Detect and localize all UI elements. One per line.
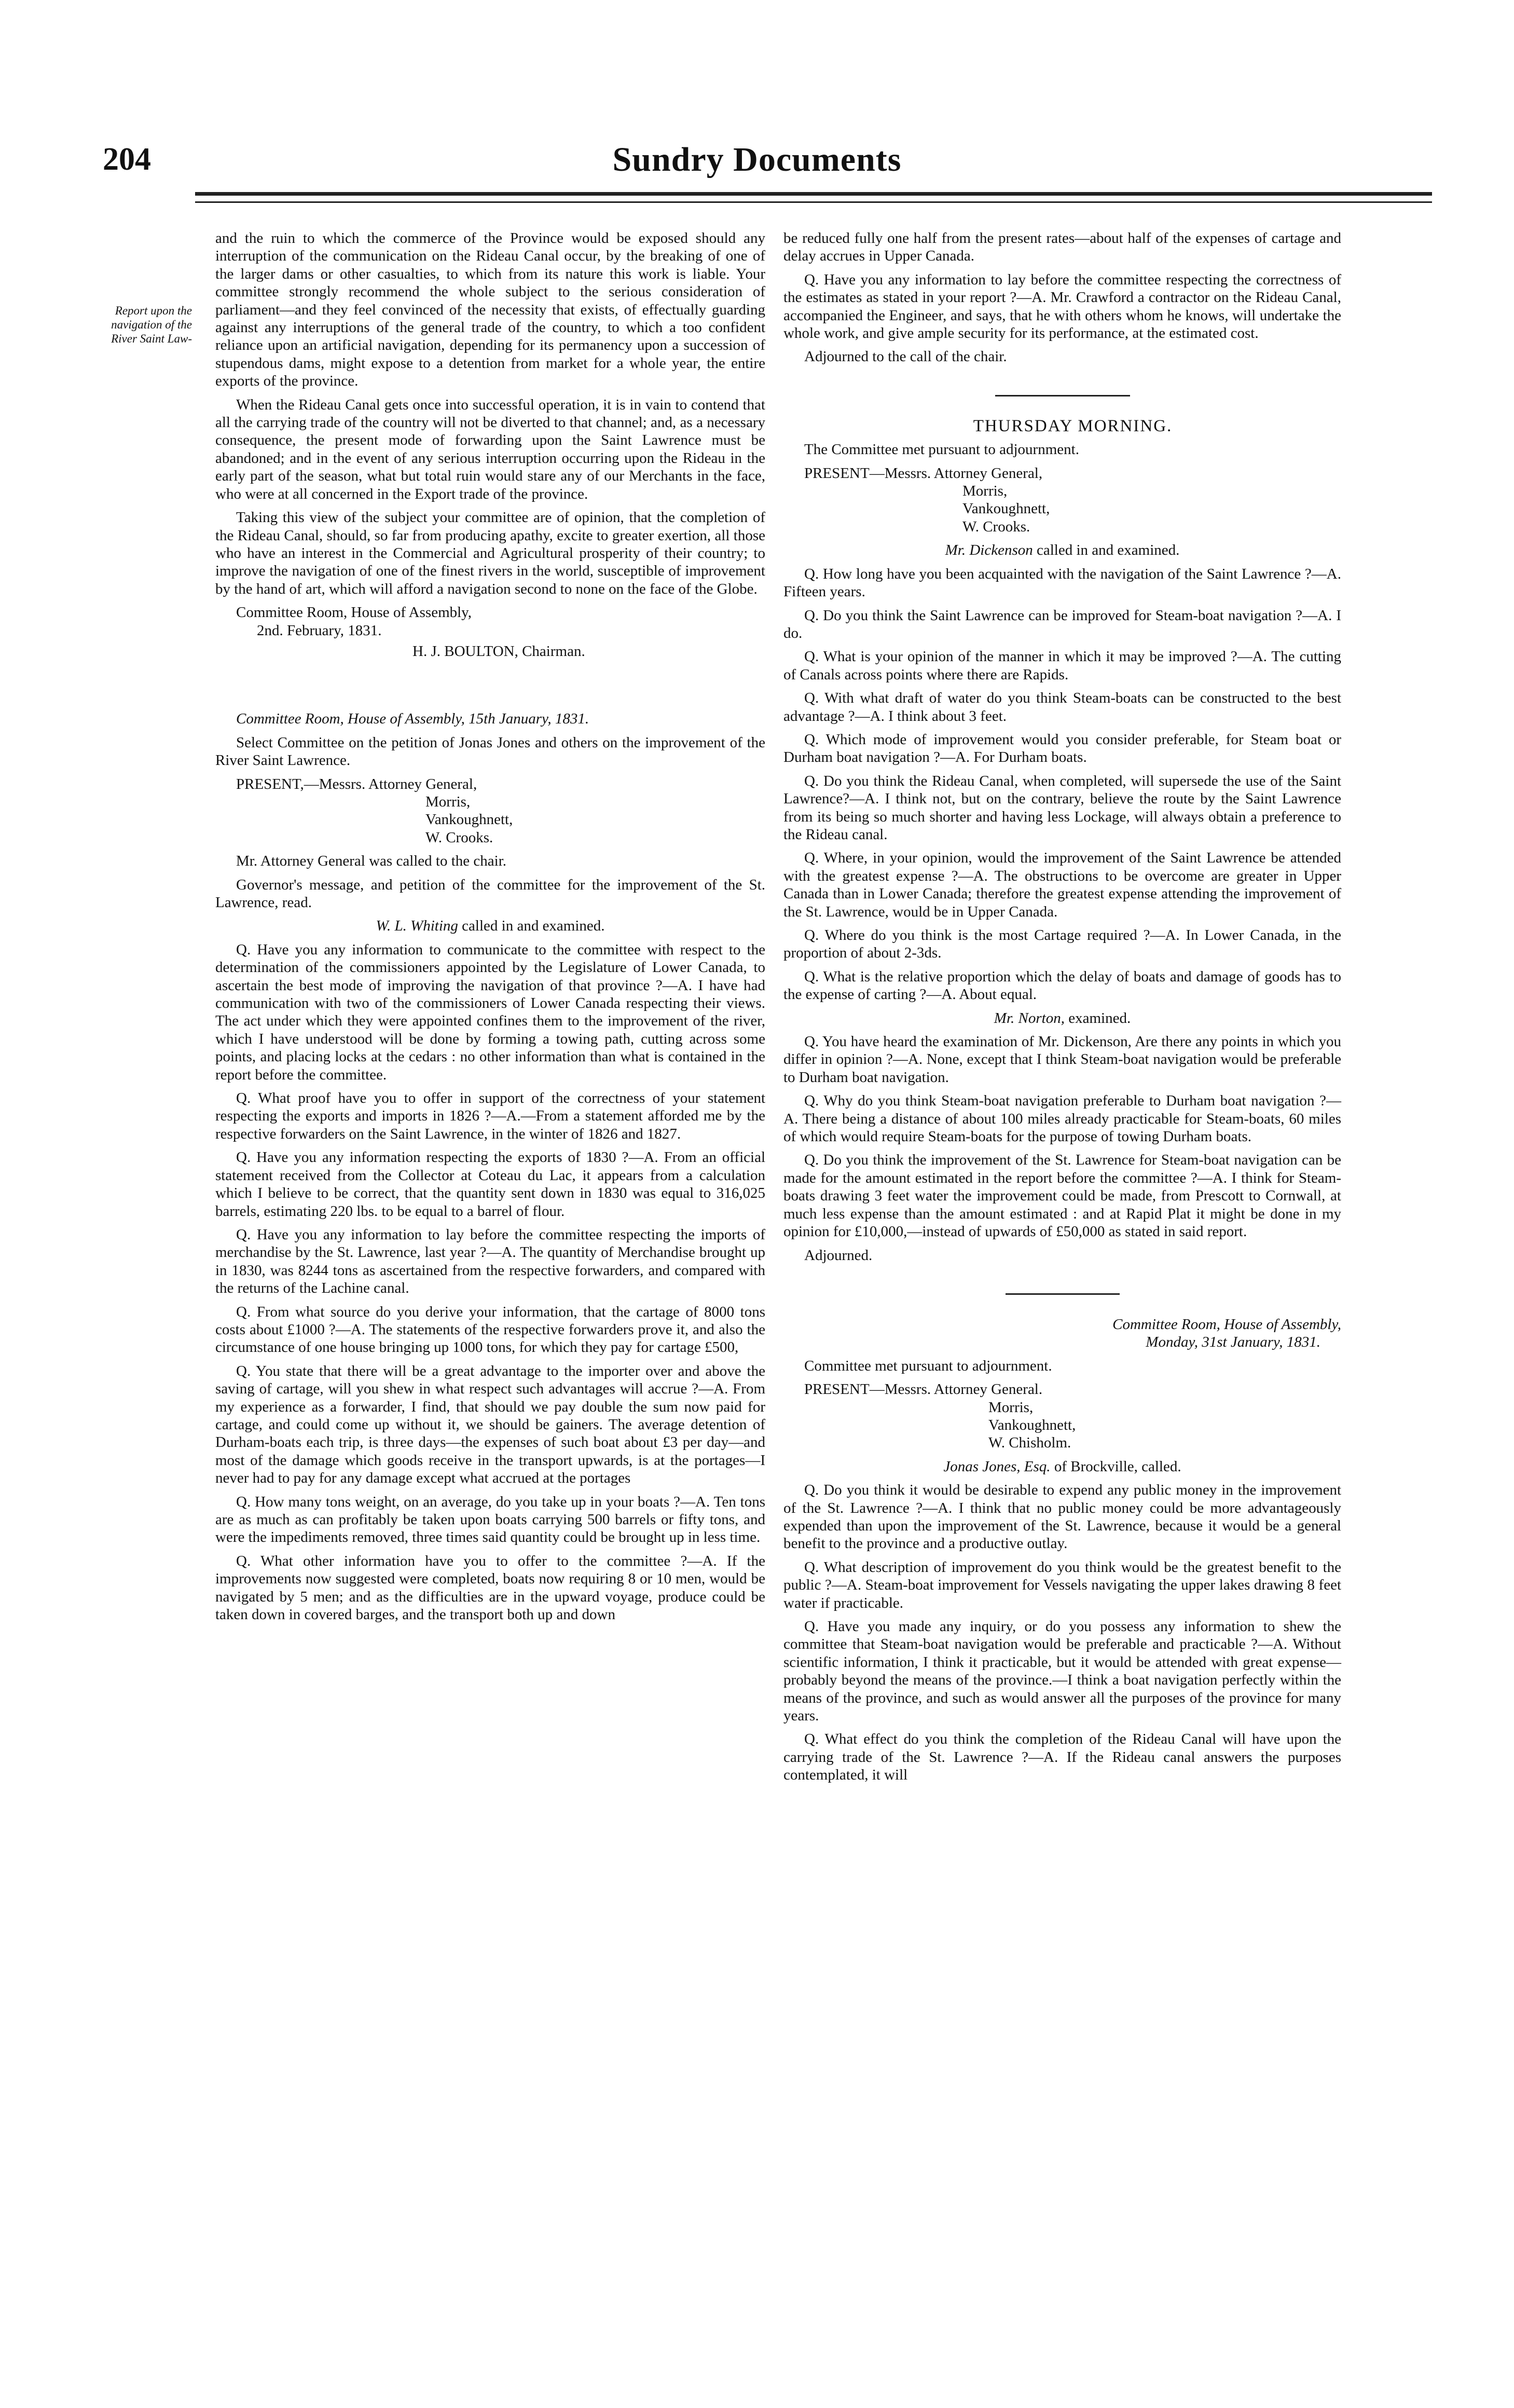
paragraph: Committee met pursuant to adjournment.	[804, 1357, 1052, 1374]
paragraph: Select Committee on the petition of Jonas Jones and others on the improvement of the River Saint Lawrence.	[215, 734, 765, 769]
witness-name: W. L. Whiting	[376, 918, 458, 935]
present-label: PRESENT	[804, 1381, 870, 1398]
paragraph: be reduced fully one half from the present rates—about half of the expenses of cartage and delay accrues in Upper Canada.	[783, 230, 1341, 265]
question: Q. What other information have you to offer to the committee ?—A. If the improvements now suggested were completed, boats now requiring 8 or 10 men, would be navigated by 5 men; and as the difficulties are in the upward voyage, produce could be taken down in covered barges, and the transport both up and down	[215, 1552, 765, 1623]
paragraph: Governor's message, and petition of the committee for the improvement of the St. Lawrence, read.	[215, 876, 765, 911]
question: Q. Have you any information to lay before the committee respecting the correctness of the estimates as stated in your report ?—A. Mr. Crawford a contractor on the Rideau Canal, accompanied the Engineer, and says, that he with others whom he knows, will undertake the whole work, and give ample security for its performance, at the estimated cost.	[783, 271, 1341, 342]
section-divider	[1006, 1293, 1120, 1295]
question: Q. From what source do you derive your information, that the cartage of 8000 tons costs about £1000 ?—A. The statements of the respective forwarders prove it, and also the circumstance of one house bringing up 1000 tons, for which they pay for cartage £500,	[215, 1303, 765, 1356]
member-list	[783, 1399, 1341, 1452]
present-text: —Messrs. Attorney General,	[304, 775, 477, 792]
left-column	[215, 229, 765, 1629]
member-name: Morris,	[988, 1399, 1034, 1416]
witness-name: Jonas Jones, Esq.	[943, 1458, 1051, 1475]
witness-rest: examined.	[1064, 1009, 1131, 1027]
present-line	[783, 464, 1341, 482]
member-name: Vankoughnett,	[425, 811, 513, 828]
running-title: Sundry Documents	[612, 141, 902, 179]
adjournment: Adjourned.	[804, 1247, 873, 1264]
question: Q. Have you made any inquiry, or do you possess any information to shew the committee that Steam-boat navigation would be preferable and practicable ?—A. Without scientific information, I think it practicable, but it would be attended with great expense—probably beyond the means of the province.—I think a boat navigation perfectly within the means of the province, and such as would answer all the purposes of the province for many years.	[783, 1618, 1341, 1725]
page-number: 204	[103, 142, 151, 177]
paragraph: Taking this view of the subject your committee are of opinion, that the completion of the Rideau Canal, should, so far from producing apathy, excite to greater exertion, all those who have an interest in the Commercial and Agricultural prosperity of their country; to improve the navigation of one of the finest rivers in the world, susceptible of improvement by the hand of art, which will afford a navigation second to none on the face of the Globe.	[215, 509, 765, 597]
question: Q. What is the relative proportion which the delay of boats and damage of goods has to the expense of carting ?—A. About equal.	[783, 968, 1341, 1003]
present-label: PRESENT	[804, 464, 870, 482]
question: Q. What proof have you to offer in support of the correctness of your statement respecting the exports and imports in 1826 ?—A.—From a statement afforded me by the respective forwarders on the Saint Lawrence, in the winter of 1826 and 1827.	[215, 1090, 765, 1142]
right-column	[783, 229, 1341, 1790]
member-name: W. Crooks.	[962, 518, 1030, 535]
question: Q. Do you think the improvement of the St. Lawrence for Steam-boat navigation can be made for the amount estimated in the report before the committee ?—A. I think for Steam-boats drawing 3 feet water the improvement could be made, from Prescott to Cornwall, at much less expense than the amount estimated : and at Rapid Plat it might be done in my opinion for £10,000,—instead of upwards of £50,000 as stated in said report.	[783, 1152, 1341, 1240]
member-name: Vankoughnett,	[988, 1416, 1076, 1433]
witness-rest: of Brockville, called.	[1050, 1458, 1181, 1475]
question: Q. Do you think the Saint Lawrence can be improved for Steam-boat navigation ?—A. I do.	[783, 607, 1341, 641]
question: Q. How long have you been acquainted with the navigation of the Saint Lawrence ?—A. Fifteen years.	[783, 565, 1341, 600]
question: Q. You state that there will be a great advantage to the importer over and above the saving of cartage, will you shew in what respect such advantages will accrue ?—A. From my experience as a forwarder, I find, that should we pay double the sum now paid for cartage, and could come up without it, we should be gainers. The average detention of Durham-boats each trip, is three days—the expenses of such boat about £3 per day—and most of the damage which goods receive in the transport upwards, is at the portages—I never had to pay for any damage except what accrued at the portages	[215, 1362, 765, 1487]
present-text: —Messrs. Attorney General,	[869, 464, 1043, 482]
witness-line	[783, 541, 1341, 559]
session-heading: Monday, 31st January, 1831.	[1146, 1334, 1320, 1351]
question: Q. You have heard the examination of Mr. Dickenson, Are there any points in which you differ in opinion ?—A. None, except that I think Steam-boat navigation would be preferable to Durham boat navigation.	[783, 1033, 1341, 1086]
paragraph: The Committee met pursuant to adjournment.	[804, 441, 1079, 458]
question: Q. With what draft of water do you think Steam-boats can be constructed to the best advantage ?—A. I think about 3 feet.	[783, 690, 1341, 724]
present-line	[783, 1380, 1341, 1398]
session-heading: Committee Room, House of Assembly, 15th January, 1831.	[236, 710, 589, 728]
paragraph: When the Rideau Canal gets once into successful operation, it is in vain to contend that all the carrying trade of the country will not be diverted to that channel; and, as a necessary consequence, the present mode of forwarding upon the Saint Lawrence must be abandoned; and in the event of any serious interruption occurring upon the Rideau in the early part of the season, what but total ruin would stare any of our Merchants in the face, who were at all concerned in the Export trade of the province.	[215, 396, 765, 502]
present-text: —Messrs. Attorney General.	[869, 1381, 1043, 1398]
question: Q. What is your opinion of the manner in which it may be improved ?—A. The cutting of Canals across points where there are Rapids.	[783, 648, 1341, 683]
present-label: PRESENT,	[236, 775, 304, 792]
member-name: Morris,	[962, 483, 1008, 500]
paragraph: Mr. Attorney General was called to the chair.	[236, 853, 507, 870]
witness-rest: called in and examined.	[458, 918, 605, 935]
question: Q. Where do you think is the most Cartage required ?—A. In Lower Canada, in the proportion of about 2-3ds.	[783, 927, 1341, 962]
witness-rest: called in and examined.	[1033, 542, 1180, 559]
session-heading: Committee Room, House of Assembly,	[1112, 1316, 1341, 1333]
present-line	[215, 775, 765, 793]
signature-date: 2nd. February, 1831.	[257, 622, 382, 639]
header-rule-thick	[195, 192, 1432, 196]
question: Q. Do you think it would be desirable to expend any public money in the improvement of the St. Lawrence ?—A. I think that no public money could be more advantageously expended than upon the improvement of the St. Lawrence, because it would be a general benefit to the province and a productive outlay.	[783, 1482, 1341, 1552]
witness-name: Mr. Dickenson	[945, 542, 1033, 559]
question: Q. How many tons weight, on an average, do you take up in your boats ?—A. Ten tons are as much as can profitably be taken upon boats carrying 500 barrels or fifty tons, and were the impediments removed, three times said quantity could be brought up in less time.	[215, 1493, 765, 1546]
question: Q. What effect do you think the completion of the Rideau Canal will have upon the carrying trade of the St. Lawrence ?—A. If the Rideau canal answers the purposes contemplated, it will	[783, 1731, 1341, 1784]
question: Q. Have you any information to communicate to the committee with respect to the determination of the commissioners appointed by the Legislature of Lower Canada, to ascertain the best mode of improving the navigation of that province ?—A. I have had communication with two of the commissioners of Lower Canada respecting their views. The act under which they were appointed confines them to the improvement of the river, which I have understood will be done by forming a towing path, cutting across some points, and placing locks at the cedars : no other information than what is contained in the report before the committee.	[215, 941, 765, 1083]
witness-line	[783, 1009, 1341, 1027]
member-list	[215, 793, 765, 846]
witness-name: Mr. Norton,	[994, 1009, 1065, 1027]
witness-line	[215, 917, 765, 935]
adjournment: Adjourned to the call of the chair.	[804, 348, 1007, 365]
section-heading: THURSDAY MORNING.	[973, 416, 1173, 435]
member-name: W. Chisholm.	[988, 1434, 1071, 1452]
header-rule-thin	[195, 201, 1432, 203]
member-name: Morris,	[425, 793, 471, 810]
question: Q. Why do you think Steam-boat navigation preferable to Durham boat navigation ?—A. There being a distance of about 100 miles already practicable for Steam-boats, 60 miles of which would require Steam-boats for the purpose of towing Durham boats.	[783, 1092, 1341, 1145]
member-name: W. Crooks.	[425, 829, 493, 846]
paragraph: and the ruin to which the commerce of the Province would be exposed should any interruption of the communication on the Rideau Canal occur, by the breaking of one of the larger dams or other casualties, to which from its nature this work is liable. Your committee strongly recommend the whole subject to the serious consideration of parliament—and they feel convinced of the necessity that exists, of effectually guarding against any interruptions of the general trade of the country, to which a too confident reliance upon an artificial navigation, depending for its permanency upon a succession of stupendous dams, might expose to a detention from market for a whole year, the entire exports of the province.	[215, 230, 765, 390]
section-divider	[995, 395, 1130, 396]
margin-note: Report upon the navigation of the River Saint Law-	[111, 304, 192, 345]
question: Q. Which mode of improvement would you consider preferable, for Steam boat or Durham boat navigation ?—A. For Durham boats.	[783, 731, 1341, 766]
question: Q. Do you think the Rideau Canal, when completed, will supersede the use of the Saint Lawrence?—A. I think not, but on the contrary, believe the route by the Saint Lawrence from its being so much shorter and having less Lockage, will always obtain a preference to the Rideau canal.	[783, 772, 1341, 843]
member-name: Vankoughnett,	[962, 500, 1050, 517]
question: Q. What description of improvement do you think would be the greatest benefit to the public ?—A. Steam-boat improvement for Vessels navigating the upper lakes drawing 8 feet water if practicable.	[783, 1558, 1341, 1611]
question: Q. Have you any information respecting the exports of 1830 ?—A. From an official statement received from the Collector at Coteau du Lac, it appears from a calculation which I believe to be correct, that the quantity sent down in 1830 was equal to 316,025 barrels, estimating 220 lbs. to be equal to a barrel of flour.	[215, 1149, 765, 1220]
signature-name: H. J. BOULTON, Chairman.	[412, 642, 585, 660]
witness-line	[783, 1458, 1341, 1475]
member-list	[783, 482, 1341, 536]
signature-place: Committee Room, House of Assembly,	[236, 604, 472, 621]
question: Q. Where, in your opinion, would the improvement of the Saint Lawrence be attended with the greatest expense ?—A. The obstructions to be overcome are greater in Upper Canada than in Lower Canada; therefore the greatest expense attending the improvement of the St. Lawrence, would be in Upper Canada.	[783, 850, 1341, 920]
question: Q. Have you any information to lay before the committee respecting the imports of merchandise by the St. Lawrence, last year ?—A. The quantity of Merchandise brought up in 1830, was 8244 tons as ascertained from the respective forwarders, and compared with the returns of the Lachine canal.	[215, 1226, 765, 1297]
